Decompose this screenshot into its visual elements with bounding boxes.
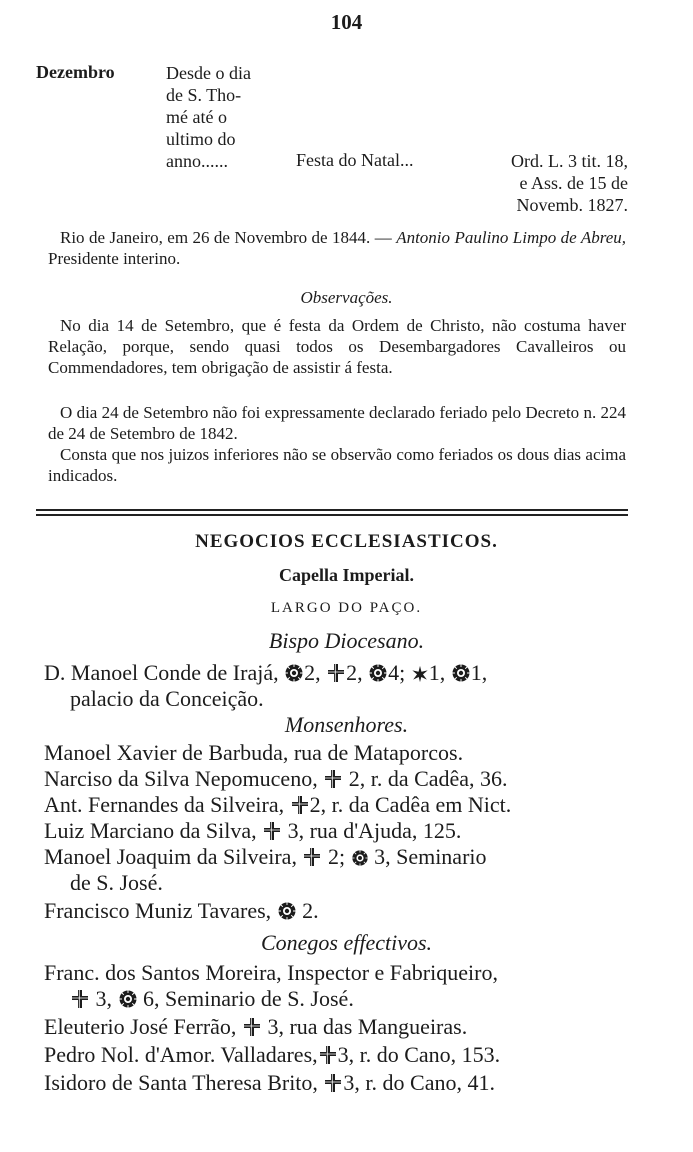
conegos-heading: Conegos effectivos. (260, 930, 433, 955)
entry-details: 2, r. da Cadêa em Nict. (309, 792, 512, 817)
section-title: NEGOCIOS ECCLESIASTICOS. (195, 531, 498, 552)
entry-details: 3, Seminario (374, 844, 487, 869)
feast-period-line: ultimo do (166, 129, 236, 149)
order-rose-icon (284, 663, 304, 683)
order-christ-cross-icon (290, 795, 310, 815)
signature-dash: — (370, 228, 397, 247)
list-item (44, 1014, 632, 1040)
entry-details-line (44, 986, 632, 1012)
entry-grade: 2, (304, 660, 321, 685)
list-item (44, 960, 632, 1012)
page-number: 104 (330, 10, 363, 34)
entry-details: 3, rua d'Ajuda, 125. (287, 818, 462, 843)
entry-name: Isidoro de Santa Theresa Brito, (44, 1070, 318, 1095)
entry-name: Franc. dos Santos Moreira, Inspector e Fabriqueiro, (44, 960, 498, 985)
order-rose-icon (118, 989, 138, 1009)
entry-grade: 1, (428, 660, 446, 685)
observations-title: Observações. (300, 288, 393, 307)
observation-item (48, 315, 626, 378)
feast-law-line: Novemb. 1827. (516, 195, 628, 215)
entry-details: 2, r. da Cadêa, 36. (348, 766, 508, 791)
entry-grade: 2; (327, 844, 346, 869)
feast-period-line: de S. Tho- (166, 85, 242, 105)
entry-name: Ant. Fernandes da Silveira, (44, 792, 285, 817)
feast-law-line: Ord. L. 3 tit. 18, (511, 151, 628, 171)
entry-name: D. Manoel Conde de Irajá, (44, 660, 279, 685)
entry-name: Manoel Joaquim da Silveira, (44, 844, 297, 869)
section-subtitle: Capella Imperial. (279, 565, 414, 585)
feast-month: Dezembro (36, 62, 115, 82)
section-location: LARGO DO PAÇO. (270, 600, 423, 616)
entry-grade: 4; (388, 660, 406, 685)
entry-address: de S. José. (70, 870, 163, 895)
feast-period-line: mé até o (166, 107, 227, 127)
order-rose-icon (368, 663, 388, 683)
list-item (44, 898, 632, 924)
order-christ-cross-icon (70, 989, 90, 1009)
entry-details: 3, r. do Cano, 41. (343, 1070, 495, 1095)
order-rose-icon (351, 849, 369, 867)
list-item (44, 844, 632, 896)
observation-text: Consta que nos juizos inferiores não se observão como feriados os dous dias acima indicados. (48, 445, 626, 485)
entry-details: 6, Seminario de S. José. (143, 986, 354, 1011)
order-rose-icon (277, 901, 297, 921)
signature-place-date: Rio de Janeiro, em 26 de Novembro de 1844. (60, 228, 371, 247)
list-item (44, 1042, 632, 1068)
entry-details: 3, r. do Cano, 153. (337, 1042, 501, 1067)
divider (36, 514, 628, 516)
entry-name: Eleuterio José Ferrão, (44, 1014, 237, 1039)
order-christ-cross-icon (318, 1045, 338, 1065)
signature-name-rest: Paulino Limpo de Abreu, (454, 228, 627, 247)
order-christ-cross-icon (326, 663, 346, 683)
order-christ-cross-icon (242, 1017, 262, 1037)
entry-grade: 3, (95, 986, 112, 1011)
entry-address: palacio da Conceição. (70, 686, 264, 711)
feast-period (166, 62, 296, 172)
entry-grade: 1, (470, 660, 488, 685)
entry-details: 2. (302, 898, 319, 923)
list-item (44, 792, 632, 818)
signature-name-first: Antonio (396, 228, 451, 247)
list-item (44, 766, 632, 792)
signature-role: Presidente interino. (48, 249, 181, 268)
entry-name: Luiz Marciano da Silva, (44, 818, 257, 843)
feast-period-line: Desde o dia (166, 63, 251, 83)
list-item (44, 1070, 632, 1096)
order-christ-cross-icon (302, 847, 322, 867)
monsenhores-heading: Monsenhores. (284, 712, 409, 737)
entry-name: Francisco Muniz Tavares, (44, 898, 272, 923)
feast-period-line: anno...... (166, 151, 228, 171)
order-rose-icon (451, 663, 471, 683)
bishop-heading: Bispo Diocesano. (268, 628, 425, 653)
list-item (44, 818, 632, 844)
entry-details: 3, rua das Mangueiras. (267, 1014, 468, 1039)
observation-item (48, 402, 626, 444)
divider (36, 509, 628, 511)
order-christ-cross-icon (323, 1073, 343, 1093)
feast-law-reference (511, 150, 628, 216)
order-christ-cross-icon (323, 769, 343, 789)
observation-item (48, 444, 626, 486)
entry-grade: 2, (346, 660, 363, 685)
entry-name: Pedro Nol. d'Amor. Valladares, (44, 1042, 318, 1067)
entry-name: Narciso da Silva Nepomuceno, (44, 766, 318, 791)
feast-law-line: e Ass. de 15 de (519, 173, 628, 193)
observation-text: O dia 24 de Setembro não foi expressamente declarado feriado pelo Decreto n. 224 de 24 de Setembro de 1842. (48, 403, 626, 443)
list-item (44, 740, 632, 766)
signature-paragraph (48, 227, 626, 269)
list-item (44, 660, 632, 712)
feast-name: Festa do Natal... (296, 150, 414, 170)
order-christ-cross-icon (262, 821, 282, 841)
entry-text: Manoel Xavier de Barbuda, rua de Mataporcos. (44, 740, 464, 765)
observation-text: No dia 14 de Setembro, que é festa da Ordem de Christo, não costuma haver Relação, porque, sendo quasi todos os Desembargadores Cavalleiros ou Commendadores, tem obrigação de assistir á festa. (48, 316, 626, 377)
order-star-icon (411, 665, 429, 683)
